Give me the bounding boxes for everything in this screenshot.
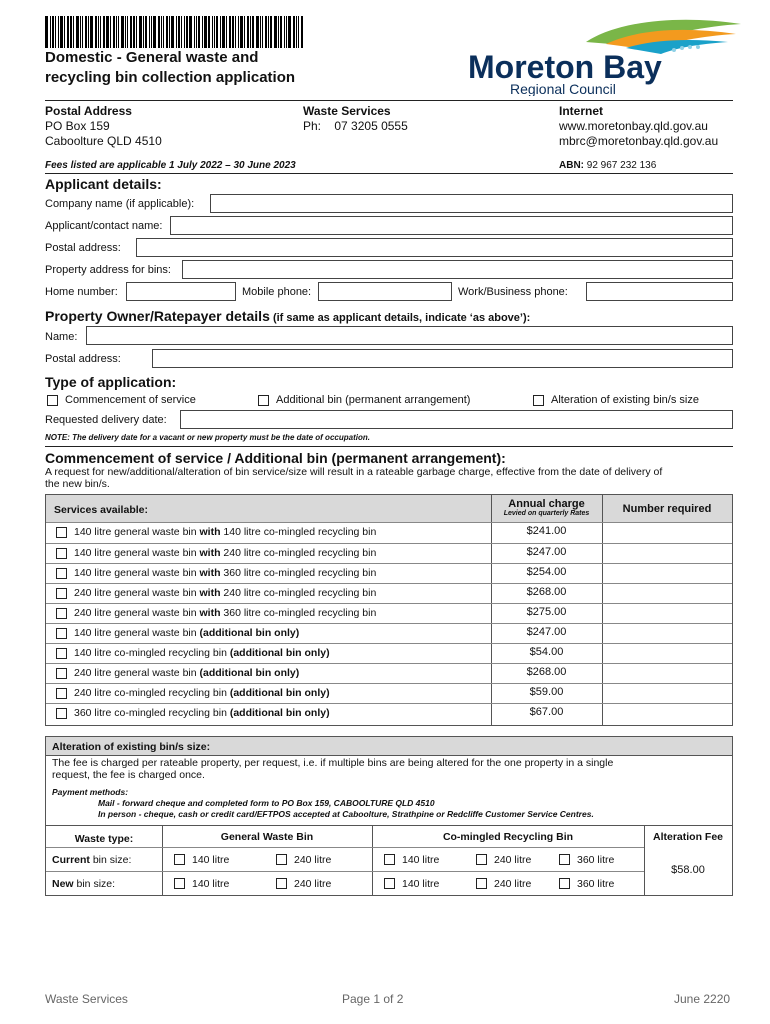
applicant-postal-input[interactable]	[136, 238, 733, 257]
service-price: $67.00	[529, 706, 564, 718]
type-divider	[45, 446, 733, 447]
current-recycling-240-checkbox[interactable]	[476, 854, 487, 865]
service-checkbox[interactable]	[56, 708, 67, 719]
service-label	[74, 667, 299, 679]
service-price: $247.00	[526, 626, 567, 638]
service-checkbox[interactable]	[56, 608, 67, 619]
commencement-description	[45, 466, 662, 490]
service-label-bold: with	[199, 526, 221, 538]
contact-name-label: Applicant/contact name:	[45, 220, 163, 232]
service-price: $247.00	[526, 546, 567, 558]
delivery-date-label: Requested delivery date:	[45, 414, 167, 426]
commencement-label: Commencement of service	[65, 394, 196, 406]
service-label	[74, 607, 376, 619]
number-required-input[interactable]	[603, 684, 732, 702]
current-recycling-140-checkbox[interactable]	[384, 854, 395, 865]
type-heading: Type of application:	[45, 374, 177, 390]
mobile-label: Mobile phone:	[242, 286, 312, 298]
service-label	[74, 547, 376, 559]
new-recycling-140-checkbox[interactable]	[384, 878, 395, 889]
postal-heading: Postal Address	[45, 104, 132, 118]
header-divider	[45, 100, 733, 101]
service-label-text: 360 litre co-mingled recycling bin	[74, 707, 230, 719]
service-label-bold: (additional bin only)	[229, 647, 330, 659]
charge-header: Annual charge	[508, 498, 585, 510]
service-label-text: 140 litre general waste bin	[74, 526, 200, 538]
owner-heading-row	[45, 308, 530, 324]
title-line-2: recycling bin collection application	[45, 69, 296, 86]
service-label	[74, 647, 330, 659]
abn-label: ABN:	[559, 160, 584, 171]
service-label-text: 140 litre general waste bin	[74, 627, 200, 639]
owner-postal-input[interactable]	[152, 349, 733, 368]
abn	[559, 160, 656, 171]
service-label-rest: 240 litre co-mingled recycling bin	[220, 587, 377, 599]
current-recycling-360-checkbox[interactable]	[559, 854, 570, 865]
service-label	[74, 627, 299, 639]
number-required-input[interactable]	[603, 704, 732, 722]
service-checkbox[interactable]	[56, 568, 67, 579]
current-recycling-140-label: 140 litre	[402, 854, 440, 866]
abn-value: 92 967 232 136	[586, 160, 657, 171]
current-recycling-240-label: 240 litre	[494, 854, 532, 866]
fees-divider	[45, 173, 733, 174]
new-recycling-360-label: 360 litre	[577, 878, 615, 890]
current-general-240-checkbox[interactable]	[276, 854, 287, 865]
mobile-input[interactable]	[318, 282, 452, 301]
new-size-label	[52, 878, 115, 890]
service-label-text: 240 litre general waste bin	[74, 667, 200, 679]
current-general-140-checkbox[interactable]	[174, 854, 185, 865]
property-address-label: Property address for bins:	[45, 264, 171, 276]
delivery-date-input[interactable]	[180, 410, 733, 429]
service-price: $54.00	[529, 646, 564, 658]
waste-heading: Waste Services	[303, 104, 391, 118]
number-required-input[interactable]	[603, 624, 732, 642]
waste-type-header: Waste type:	[74, 833, 134, 845]
new-rest: bin size:	[73, 878, 116, 890]
logo-subtitle: Regional Council	[510, 81, 616, 96]
recycling-header: Co-mingled Recycling Bin	[442, 831, 574, 843]
service-label-text: 140 litre general waste bin	[74, 567, 200, 579]
payment-mail: Mail - forward cheque and completed form to PO Box 159, CABOOLTURE QLD 4510	[98, 798, 435, 808]
new-general-140-checkbox[interactable]	[174, 878, 185, 889]
current-recycling-360-label: 360 litre	[577, 854, 615, 866]
new-bold: New	[52, 878, 74, 890]
property-address-input[interactable]	[182, 260, 733, 279]
service-label	[74, 526, 376, 538]
barcode	[45, 16, 307, 48]
payment-heading: Payment methods:	[52, 787, 129, 797]
service-label-bold: with	[199, 587, 221, 599]
work-phone-label: Work/Business phone:	[458, 286, 568, 298]
service-label-bold: (additional bin only)	[199, 627, 300, 639]
alteration-fee-value: $58.00	[671, 864, 705, 876]
service-label-text: 240 litre general waste bin	[74, 607, 200, 619]
commencement-desc-2: the new bin/s.	[45, 478, 110, 490]
new-recycling-240-checkbox[interactable]	[476, 878, 487, 889]
service-label-text: 240 litre general waste bin	[74, 587, 200, 599]
service-label-text: 140 litre general waste bin	[74, 547, 200, 559]
service-label-text: 140 litre co-mingled recycling bin	[74, 647, 230, 659]
home-number-label: Home number:	[45, 286, 118, 298]
number-required-input[interactable]	[603, 544, 732, 562]
alteration-divider-1	[46, 755, 732, 756]
service-checkbox[interactable]	[56, 668, 67, 679]
charge-subheader: Levied on quarterly Rates	[503, 510, 590, 517]
council-logo	[466, 12, 746, 96]
alteration-desc-1: The fee is charged per rateable property, per request, i.e. if multiple bins are being altered for the one property in a single	[52, 757, 614, 769]
additional-bin-checkbox[interactable]	[258, 395, 269, 406]
postal-line-2: Caboolture QLD 4510	[45, 134, 162, 148]
number-required-input[interactable]	[603, 584, 732, 602]
footer-date: June 2220	[674, 992, 731, 1006]
service-label-rest: 360 litre co-mingled recycling bin	[220, 607, 377, 619]
logo-name: Moreton Bay	[468, 49, 662, 85]
service-price: $254.00	[526, 566, 567, 578]
company-input[interactable]	[210, 194, 733, 213]
service-label-text: 240 litre co-mingled recycling bin	[74, 687, 230, 699]
number-required-input[interactable]	[603, 604, 732, 622]
service-label	[74, 687, 330, 699]
new-general-240-checkbox[interactable]	[276, 878, 287, 889]
new-recycling-360-checkbox[interactable]	[559, 878, 570, 889]
owner-postal-label: Postal address:	[45, 353, 121, 365]
postal-address-block	[45, 104, 162, 149]
service-price: $268.00	[526, 586, 567, 598]
service-label-bold: with	[199, 567, 221, 579]
number-required-input[interactable]	[603, 664, 732, 682]
payment-in-person: In person - cheque, cash or credit card/EFTPOS accepted at Caboolture, Strathpine or Redcliffe Customer Service Centres.	[98, 809, 594, 819]
work-phone-input[interactable]	[586, 282, 733, 301]
title-line-1: Domestic - General waste and	[45, 49, 259, 66]
general-waste-header: General Waste Bin	[220, 831, 314, 843]
email-link[interactable]: mbrc@moretonbay.qld.gov.au	[559, 134, 719, 148]
service-price: $268.00	[526, 666, 567, 678]
services-header: Services available:	[54, 504, 148, 516]
home-number-input[interactable]	[126, 282, 236, 301]
service-label-rest: 140 litre co-mingled recycling bin	[220, 526, 377, 538]
service-checkbox[interactable]	[56, 548, 67, 559]
form-title	[45, 48, 365, 88]
service-label-bold: with	[199, 607, 221, 619]
fees-note: Fees listed are applicable 1 July 2022 – 30 June 2023	[45, 160, 296, 171]
owner-heading: Property Owner/Ratepayer details	[45, 308, 270, 324]
applicant-heading: Applicant details:	[45, 176, 162, 192]
number-required-input[interactable]	[603, 564, 732, 582]
owner-name-input[interactable]	[86, 326, 733, 345]
alteration-divider-2	[46, 825, 732, 826]
alteration-desc-2: request, the fee is charged once.	[52, 769, 205, 781]
current-rest: bin size:	[89, 854, 132, 866]
service-price: $59.00	[529, 686, 564, 698]
company-label: Company name (if applicable):	[45, 198, 195, 210]
service-price: $241.00	[526, 525, 567, 537]
new-general-140-label: 140 litre	[192, 878, 230, 890]
phone-label: Ph:	[303, 119, 322, 133]
new-general-240-label: 240 litre	[294, 878, 332, 890]
service-label-bold: (additional bin only)	[229, 707, 330, 719]
new-recycling-140-label: 140 litre	[402, 878, 440, 890]
postal-line-1: PO Box 159	[45, 119, 110, 133]
number-required-input[interactable]	[603, 644, 732, 662]
additional-bin-label: Additional bin (permanent arrangement)	[276, 394, 471, 406]
service-label	[74, 567, 376, 579]
applicant-postal-label: Postal address:	[45, 242, 121, 254]
owner-name-label: Name:	[45, 331, 78, 343]
service-label	[74, 587, 376, 599]
service-label-bold: (additional bin only)	[199, 667, 300, 679]
contact-name-input[interactable]	[170, 216, 733, 235]
service-label-bold: (additional bin only)	[229, 687, 330, 699]
service-label-rest: 360 litre co-mingled recycling bin	[220, 567, 377, 579]
alteration-checkbox[interactable]	[533, 395, 544, 406]
internet-heading: Internet	[559, 104, 604, 118]
service-checkbox[interactable]	[56, 527, 67, 538]
alteration-description	[52, 757, 613, 781]
commencement-checkbox[interactable]	[47, 395, 58, 406]
delivery-note: NOTE: The delivery date for a vacant or new property must be the date of occupation.	[45, 433, 370, 442]
service-checkbox[interactable]	[56, 628, 67, 639]
commencement-heading: Commencement of service / Additional bin (permanent arrangement):	[45, 450, 506, 466]
commencement-desc-1: A request for new/additional/alteration of bin service/size will result in a rateable garbage charge, effective from the date of delivery of	[45, 466, 663, 478]
number-required-input[interactable]	[603, 523, 732, 541]
current-general-240-label: 240 litre	[294, 854, 332, 866]
alteration-table	[45, 736, 733, 896]
number-header: Number required	[622, 503, 712, 515]
current-size-label	[52, 854, 131, 866]
service-checkbox[interactable]	[56, 588, 67, 599]
internet-block	[559, 104, 718, 149]
waste-services-block	[303, 104, 408, 134]
service-checkbox[interactable]	[56, 688, 67, 699]
alteration-heading: Alteration of existing bin/s size:	[52, 741, 211, 753]
row-div-2	[46, 871, 644, 872]
footer-page: Page 1 of 2	[342, 992, 404, 1006]
service-checkbox[interactable]	[56, 648, 67, 659]
current-bold: Current	[52, 854, 90, 866]
service-label-rest: 240 litre co-mingled recycling bin	[220, 547, 377, 559]
owner-heading-note: (if same as applicant details, indicate ‘as above’):	[272, 312, 531, 324]
current-general-140-label: 140 litre	[192, 854, 230, 866]
website-link[interactable]: www.moretonbay.qld.gov.au	[559, 119, 708, 133]
alteration-fee-header: Alteration Fee	[652, 831, 723, 843]
service-label	[74, 707, 330, 719]
phone-number: 07 3205 0555	[334, 119, 408, 133]
services-table	[45, 494, 733, 726]
row-div-1	[46, 847, 644, 848]
new-recycling-240-label: 240 litre	[494, 878, 532, 890]
footer-left: Waste Services	[45, 992, 128, 1006]
alteration-label: Alteration of existing bin/s size	[551, 394, 699, 406]
service-price: $275.00	[526, 606, 567, 618]
service-label-bold: with	[199, 547, 221, 559]
